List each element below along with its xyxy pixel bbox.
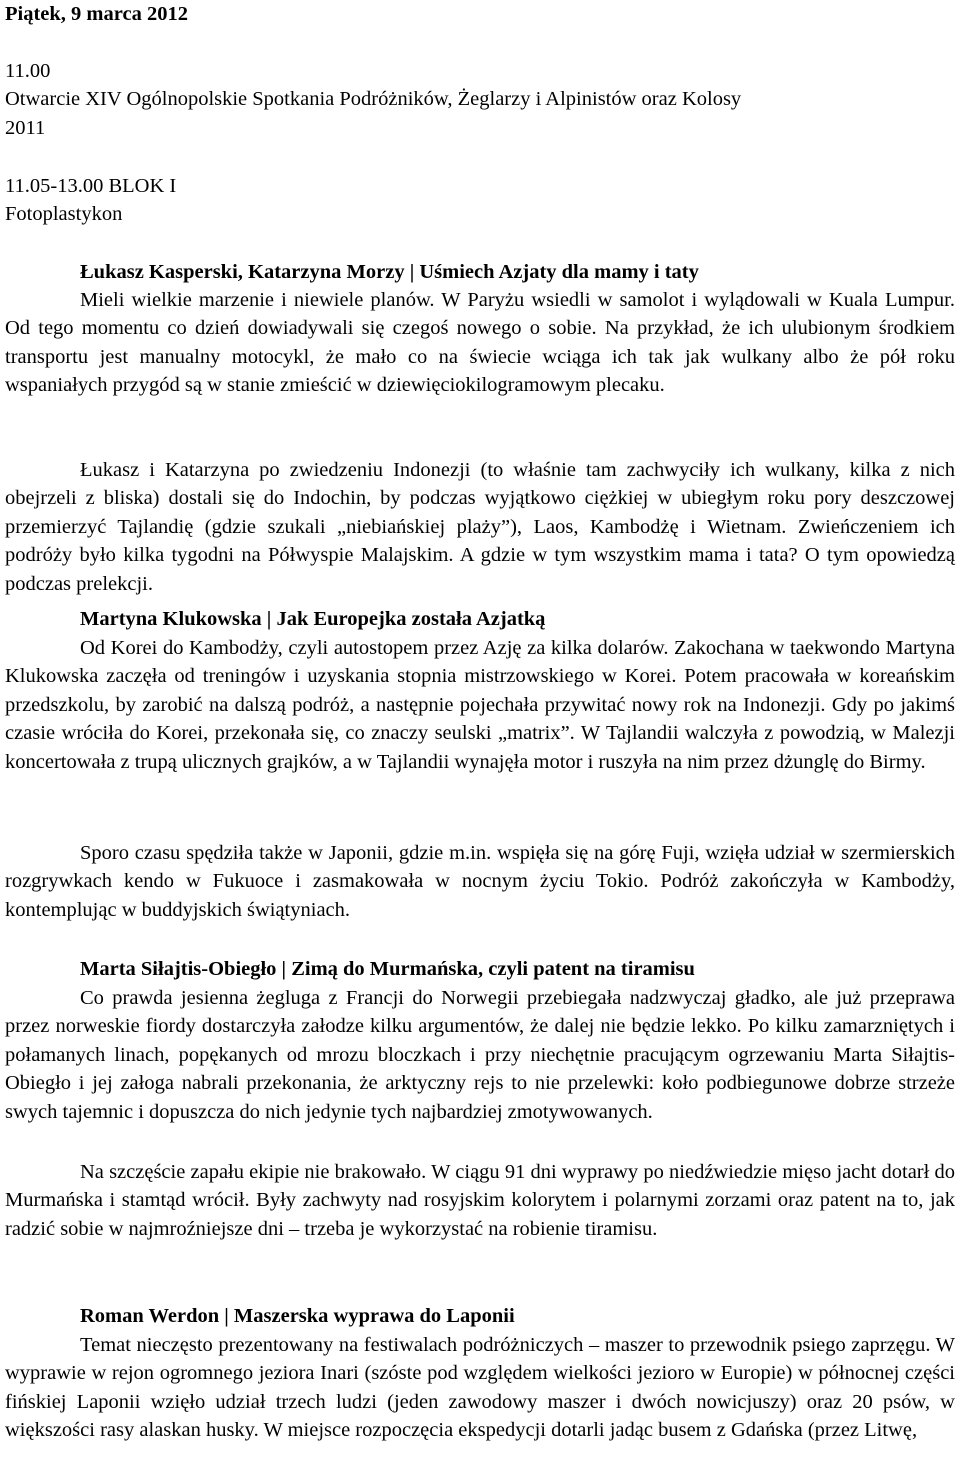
presentation-paragraph: Łukasz i Katarzyna po zwiedzeniu Indonezji (to właśnie tam zachwyciły ich wulkany, kilka z nich obejrzeli z bliska) dostali się do Indochin, by podczas wyjątkowo ciężkiej w ubiegłym roku pory deszczowej przemierzyć Tajlandię (gdzie szukali „niebiańskiej plaży”), Laos, Kambodżę i Wietnam. Zwieńczeniem ich podróży było kilka tygodni na Półwyspie Malajskim. A gdzie w tym wszystkim mama i tata? O tym opowiedzą podczas prelekcji.: [5, 459, 955, 595]
presentation-title: Martyna Klukowska | Jak Europejka została Azjatką: [80, 608, 546, 630]
presentation-paragraph: Od Korei do Kambodży, czyli autostopem przez Azję za kilka dolarów. Zakochana w taekwondo Martyna Klukowska zaczęła od treningów i uzyskania stopnia mistrzowskiego w Korei. Potem pracowała w koreańskim przedszkolu, by zarobić na dalszą podróż, a następnie pojechała przywitać nowy rok na Indonezji. Gdy po jakimś czasie wróciła do Korei, przekonała się, co znaczy seulski „matrix”. W Tajlandii walczyła z powodzią, w Malezji koncertowała z trupą ulicznych grajków, a w Tajlandii wynajęła motor i ruszyła na nim przez dżunglę do Birmy.: [5, 637, 955, 773]
presentation-title: Marta Siłajtis-Obiegło | Zimą do Murmańska, czyli patent na tiramisu: [80, 958, 695, 980]
opening-time: 11.00: [5, 60, 51, 82]
presentation-title: Roman Werdon | Maszerska wyprawa do Laponii: [80, 1305, 515, 1327]
presentation-paragraph: Sporo czasu spędziła także w Japonii, gdzie m.in. wspięła się na górę Fuji, wzięła udział w szermierskich rozgrywkach kendo w Fukuoce i zasmakowała w nocnym życiu Tokio. Podróż zakończyła w Kambodży, kontemplując w buddyjskich świątyniach.: [5, 842, 955, 921]
presentation-paragraph: Mieli wielkie marzenie i niewiele planów. W Paryżu wsiedli w samolot i wylądowali w Kuala Lumpur. Od tego momentu co dzień dowiadywali się czegoś nowego o sobie. Na przykład, że ich ulubionym środkiem transportu jest manualny motocykl, że mało co na świecie wciąga ich tak jak wulkany albo że pół roku wspaniałych przygód są w stanie zmieścić w dziewięciokilogramowym plecaku.: [5, 289, 955, 397]
document-date: Piątek, 9 marca 2012: [5, 3, 188, 25]
venue: Fotoplastykon: [5, 203, 123, 225]
presentation-title: Łukasz Kasperski, Katarzyna Morzy | Uśmiech Azjaty dla mamy i taty: [80, 261, 699, 283]
presentation-paragraph: Na szczęście zapału ekipie nie brakowało. W ciągu 91 dni wyprawy po niedźwiedzie mięso jacht dotarł do Murmańska i stamtąd wrócił. Były zachwyty nad rosyjskim kolorytem i polarnymi zorzami oraz patent na to, jak radzić sobie w najmroźniejsze dni – trzeba je wykorzystać na robienie tiramisu.: [5, 1161, 955, 1240]
opening-line-2: 2011: [5, 117, 46, 139]
presentation-paragraph: Temat nieczęsto prezentowany na festiwalach podróżniczych – maszer to przewodnik psiego zaprzęgu. W wyprawie w rejon ogromnego jeziora Inari (szóste pod względem wielkości jezioro w Europie) w północnej części fińskiej Laponii wzięło udział trzech ludzi (jeden zawodowy maszer i dwóch nowicjuszy) oraz 20 psów, w większości rasy alaskan husky. W miejsce rozpoczęcia ekspedycji dotarli jadąc busem z Gdańska (przez Litwę,: [5, 1334, 955, 1442]
opening-line-1: Otwarcie XIV Ogólnopolskie Spotkania Podróżników, Żeglarzy i Alpinistów oraz Kolosy: [5, 88, 742, 110]
presentation-paragraph: Co prawda jesienna żegluga z Francji do Norwegii przebiegała nadzwyczaj gładko, ale już przeprawa przez norweskie fiordy dostarczyła załodze kilku argumentów, że dalej nie będzie lekko. Po kilku zamarzniętych i połamanych linach, popękanych od mrozu bloczkach i przy niechętnie pracującym ogrzewaniu Marta Siłajtis-Obiegło i jej załoga nabrali przekonania, że arktyczny rejs to nie przelewki: koło podbiegunowe dobrze strzeże swych tajemnic i dopuszcza do nich jedynie tych najbardziej zmotywowanych.: [5, 987, 955, 1123]
block-time: 11.05-13.00 BLOK I: [5, 175, 177, 197]
